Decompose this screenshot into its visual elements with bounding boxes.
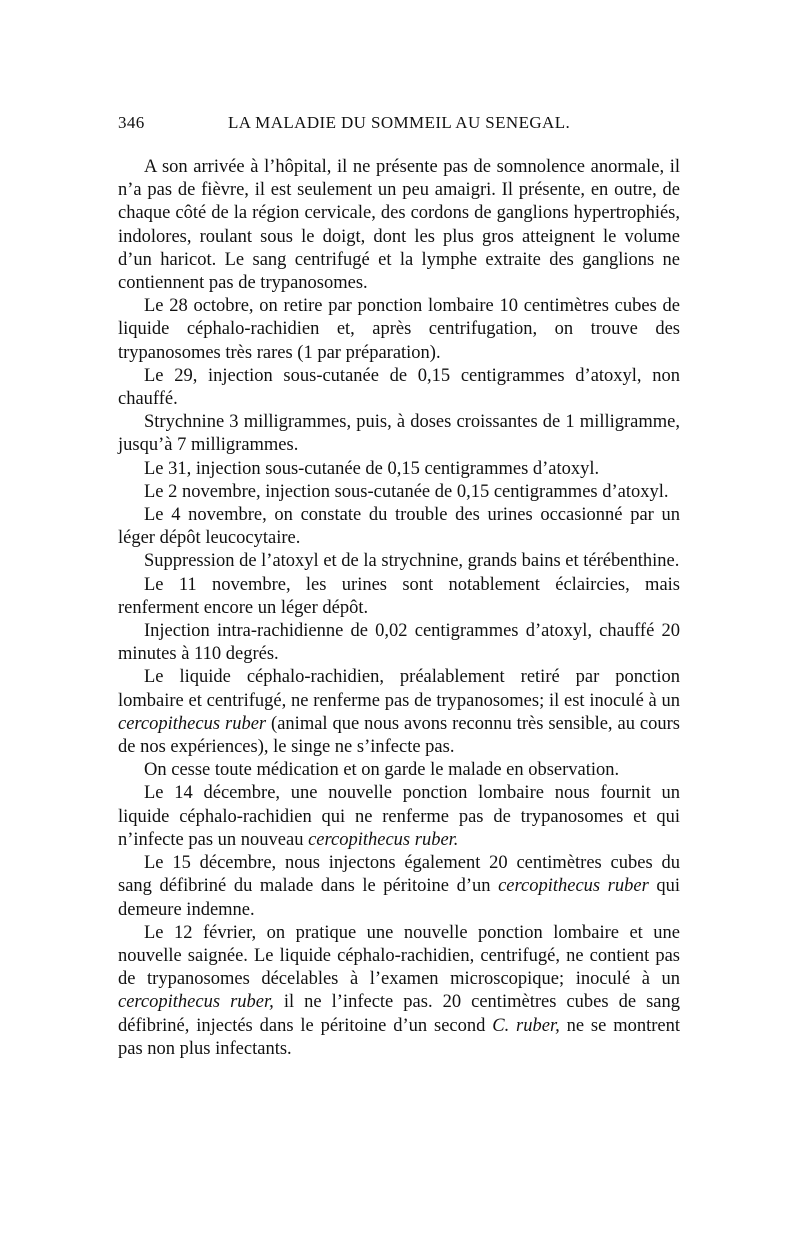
text-segment: Le 11 novembre, les urines sont notablement éclaircies, mais renferment encore un léger dépôt.	[118, 574, 680, 618]
paragraph	[118, 156, 680, 295]
text-segment: Le 31, injection sous-cutanée de 0,15 centigrammes d’atoxyl.	[144, 458, 600, 479]
text-segment: A son arrivée à l’hôpital, il ne présente pas de somnolence anormale, il n’a pas de fièvre, il est seulement un peu amaigri. Il présente, en outre, de chaque côté de la région cervicale, des cordons de ganglions hypertrophiés, indolores, roulant sous le doigt, dont les plus gros atteignent le volume d’un haricot. Le sang centrifugé et la lymphe extraite des ganglions ne contiennent pas de trypanosomes.	[118, 157, 680, 294]
paragraph	[118, 481, 680, 504]
body-text	[118, 156, 680, 1061]
italic-species-name: cercopithecus ruber	[118, 713, 267, 734]
text-segment: Injection intra-rachidienne de 0,02 centigrammes d’atoxyl, chauffé 20 minutes à 110 degrés.	[118, 621, 680, 665]
paragraph	[118, 620, 680, 666]
paragraph	[118, 574, 680, 620]
text-segment: Le 14 décembre, une nouvelle ponction lombaire nous fournit un liquide céphalo-rachidien qui ne renferme pas de trypanosomes et qui n’infecte pas un nouveau	[118, 783, 680, 850]
italic-species-name: cercopithecus ruber.	[308, 829, 459, 850]
italic-species-name: C. ruber,	[492, 1015, 560, 1036]
paragraph	[118, 458, 680, 481]
text-segment: (animal que nous avons reconnu très sensible, au cours de nos expériences), le singe ne s’infecte pas.	[118, 713, 680, 758]
text-segment: Suppression de l’atoxyl et de la strychnine, grands bains et térébenthine.	[144, 551, 680, 572]
paragraph	[118, 666, 680, 759]
italic-species-name: cercopithecus ruber,	[118, 992, 274, 1013]
paragraph	[118, 365, 680, 411]
text-segment: Le 12 février, on pratique une nouvelle ponction lombaire et une nouvelle saignée. Le liquide céphalo-rachidien, centrifugé, ne contient pas de trypanosomes décelables à l’examen microscopique; inoculé à un	[118, 922, 680, 990]
text-segment: ne se montrent pas non plus infectants.	[118, 1015, 680, 1059]
text-segment: il ne l’infecte pas. 20 centimètres cubes de sang défibriné, injectés dans le péritoine d’un second	[118, 992, 680, 1036]
italic-species-name: cercopithecus ruber	[498, 876, 649, 897]
paragraph	[118, 550, 680, 573]
paragraph	[118, 504, 680, 550]
text-segment: Le 28 octobre, on retire par ponction lombaire 10 centimètres cubes de liquide céphalo-rachidien et, après centrifugation, on trouve des trypanosomes très rares (1 par préparation).	[118, 296, 680, 363]
running-title: LA MALADIE DU SOMMEIL AU SENEGAL.	[228, 113, 571, 132]
text-segment: Le liquide céphalo-rachidien, préalablement retiré par ponction lombaire et centrifugé, ne renferme pas de trypanosomes; il est inoculé à un	[118, 667, 680, 711]
paragraph	[118, 852, 680, 922]
text-segment: Le 2 novembre, injection sous-cutanée de 0,15 centigrammes d’atoxyl.	[144, 481, 669, 502]
paragraph	[118, 295, 680, 365]
page-number: 346	[118, 113, 145, 132]
text-segment: Le 4 novembre, on constate du trouble des urines occasionné par un léger dépôt leucocytaire.	[118, 505, 680, 549]
paragraph	[118, 759, 680, 782]
text-segment: qui demeure indemne.	[118, 876, 681, 920]
text-segment: On cesse toute médication et on garde le malade en observation.	[144, 760, 620, 781]
text-segment: Strychnine 3 milligrammes, puis, à doses croissantes de 1 milligramme, jusqu’à 7 milligrammes.	[118, 412, 680, 456]
text-segment: Le 29, injection sous-cutanée de 0,15 centigrammes d’atoxyl, non chauffé.	[118, 365, 680, 410]
text-segment: Le 15 décembre, nous injectons également 20 centimètres cubes du sang défibriné du malade dans le péritoine d’un	[118, 853, 680, 897]
paragraph	[118, 782, 680, 852]
paragraph	[118, 922, 680, 1061]
paragraph	[118, 411, 680, 457]
page-header	[118, 113, 680, 139]
book-page	[118, 113, 680, 1061]
